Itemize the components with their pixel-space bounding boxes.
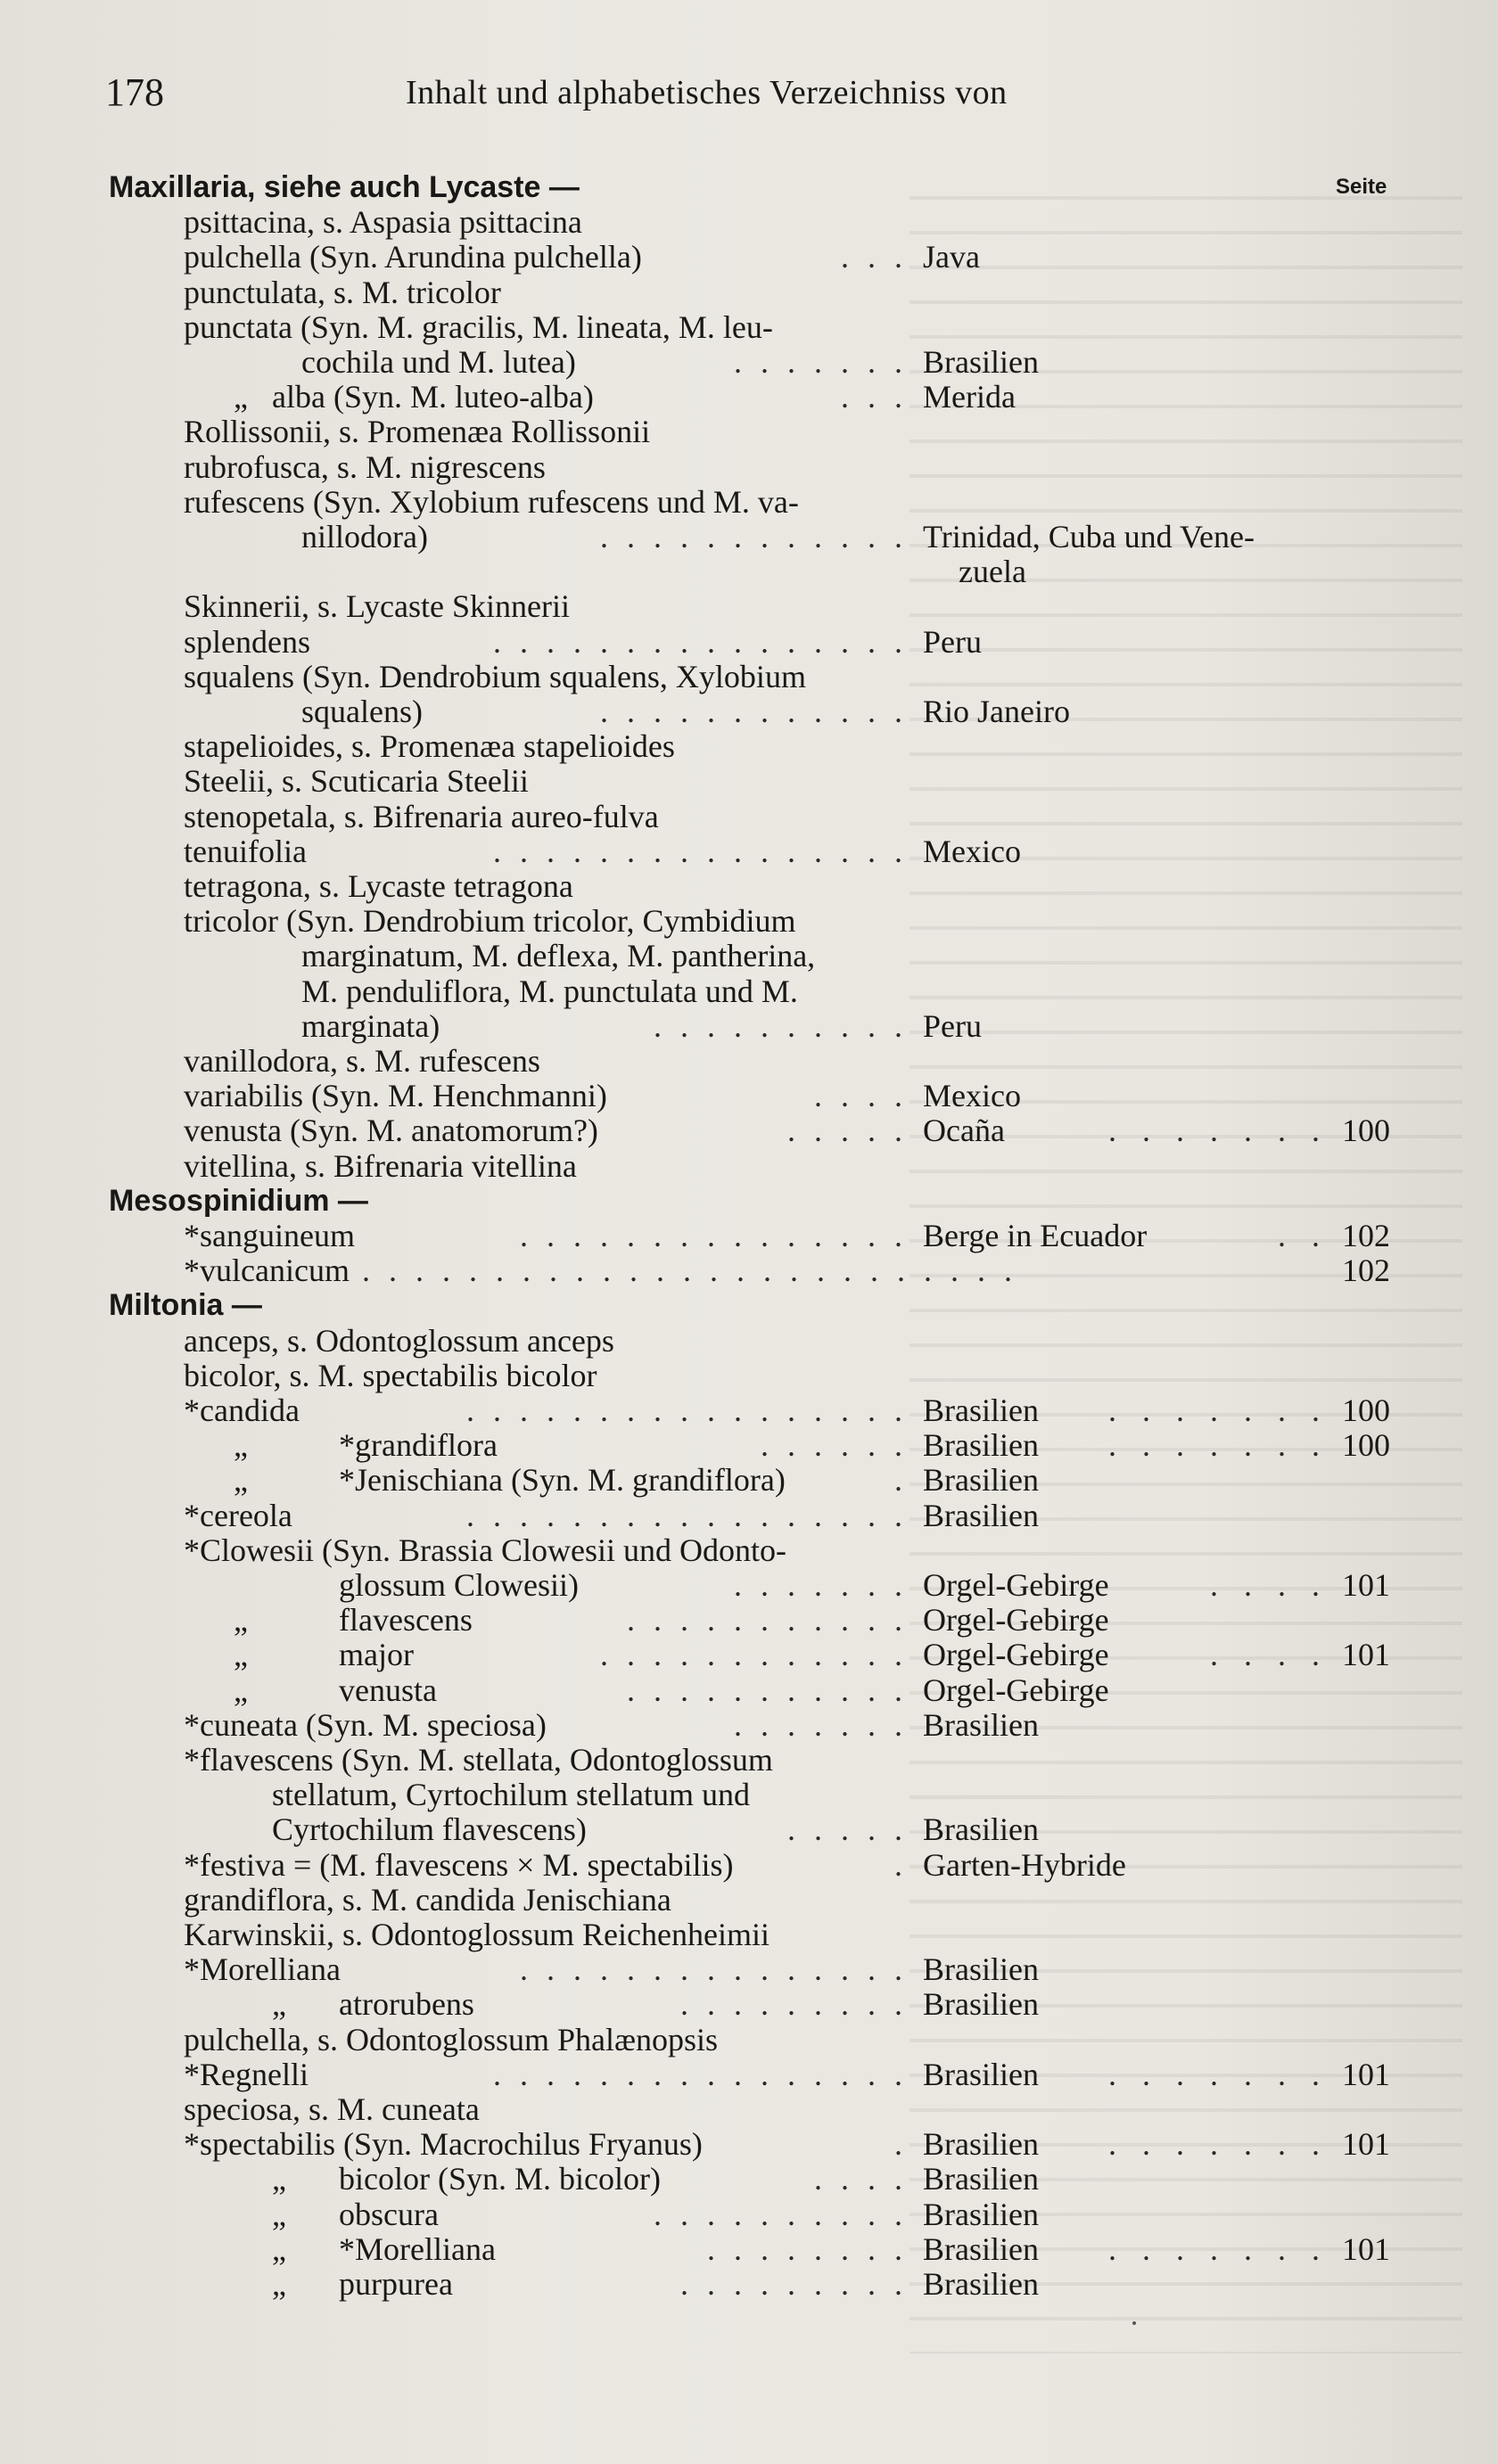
entry-text: Skinnerii, s. Lycaste Skinnerii (184, 588, 570, 624)
entry-text: tricolor (Syn. Dendrobium tricolor, Cymbidium (184, 903, 796, 939)
locality: Orgel-Gebirge (923, 1567, 1109, 1603)
dot-leader-page: . . . . . . . (1108, 2231, 1329, 2267)
index-entry-row (0, 1113, 1498, 1148)
index-entry-row (0, 1951, 1498, 1987)
locality: Peru (923, 624, 982, 660)
dot-leader: . . . . . . . . . . . . . . . (520, 1951, 908, 1987)
ditto-mark: „ (272, 1986, 286, 2022)
ditto-mark: „ (272, 2231, 286, 2267)
stray-mark (1132, 2321, 1136, 2325)
index-entry-row (0, 624, 1498, 660)
dot-leader: . . . . . . . . . (680, 2266, 908, 2302)
locality: Brasilien (923, 2161, 1039, 2197)
index-entry-row (0, 1043, 1498, 1079)
index-entry-row (0, 1462, 1498, 1498)
dot-leader-page: . . . . . . . (1108, 1427, 1329, 1463)
entry-text: stenopetala, s. Bifrenaria aureo-fulva (184, 799, 659, 834)
entry-text: tetragona, s. Lycaste tetragona (184, 868, 573, 904)
entry-text: major (339, 1637, 414, 1672)
entry-text: *Morelliana (184, 1951, 341, 1987)
entry-text: alba (Syn. M. luteo-alba) (272, 379, 594, 415)
index-entry-row (0, 588, 1498, 624)
entry-text: Karwinskii, s. Odontoglossum Reichenheimii (184, 1917, 770, 1952)
locality: Brasilien (923, 344, 1039, 380)
entry-text: vanillodora, s. M. rufescens (184, 1043, 540, 1079)
dot-leader: . . . . . (787, 1811, 908, 1847)
entry-text: stapelioides, s. Promenæa stapelioides (184, 728, 675, 764)
index-entry-row (0, 2197, 1498, 2232)
index-entry-row (0, 554, 1498, 589)
page-reference: 102 (1342, 1218, 1390, 1253)
index-entry-row (0, 309, 1498, 345)
ditto-mark: „ (272, 2266, 286, 2302)
index-entry-row (0, 868, 1498, 904)
locality: Rio Janeiro (923, 694, 1070, 729)
index-entry-row (0, 1008, 1498, 1044)
entry-text: nillodora) (301, 519, 428, 554)
dot-leader: . . . (841, 239, 908, 275)
locality: Brasilien (923, 1811, 1039, 1847)
index-entry-row (0, 1567, 1498, 1603)
dot-leader: . . . . (814, 2161, 908, 2197)
locality: Orgel-Gebirge (923, 1637, 1109, 1672)
dot-leader: . . . . . . (761, 1427, 908, 1463)
index-entry-row (0, 1672, 1498, 1708)
dot-leader: . (894, 2126, 908, 2162)
entry-text: venusta (339, 1672, 437, 1708)
locality: Mexico (923, 834, 1021, 869)
index-entry-row (0, 1882, 1498, 1918)
entry-text: venusta (Syn. M. anatomorum?) (184, 1113, 598, 1148)
dot-leader: . . . . . . . . . . . . . . . (520, 1218, 908, 1253)
entry-text: squalens (Syn. Dendrobium squalens, Xylobium (184, 659, 806, 694)
index-entry-row (0, 834, 1498, 869)
entry-text: variabilis (Syn. M. Henchmanni) (184, 1078, 607, 1113)
locality: Brasilien (923, 1392, 1039, 1428)
index-entry-row (0, 1917, 1498, 1952)
entry-text: *festiva = (M. flavescens × M. spectabilis) (184, 1847, 734, 1883)
dot-leader: . (894, 1462, 908, 1498)
index-entry-row (0, 2161, 1498, 2197)
dot-leader-page: . . . . (1210, 1567, 1329, 1603)
entry-text: flavescens (339, 1602, 473, 1638)
entry-text: *Regnelli (184, 2057, 309, 2092)
locality: Brasilien (923, 1498, 1039, 1533)
index-entry-row (0, 449, 1498, 485)
index-entry-row (0, 1323, 1498, 1359)
entry-text: M. penduliflora, M. punctulata und M. (301, 973, 798, 1009)
genus-heading-row (0, 1183, 1498, 1219)
index-entry-row (0, 728, 1498, 764)
dot-leader-page: . . . . . . . (1108, 2126, 1329, 2162)
entry-text: marginatum, M. deflexa, M. pantherina, (301, 938, 816, 973)
index-entry-row (0, 2057, 1498, 2092)
dot-leader: . . . . . . . . . . . . (600, 519, 908, 554)
locality: Orgel-Gebirge (923, 1602, 1109, 1638)
index-entry-row (0, 2231, 1498, 2267)
locality: Orgel-Gebirge (923, 1672, 1109, 1708)
entry-text: atrorubens (339, 1986, 474, 2022)
locality: Brasilien (923, 1462, 1039, 1498)
entry-text: squalens) (301, 694, 423, 729)
index-entry-row (0, 1777, 1498, 1812)
ditto-mark: „ (234, 379, 248, 415)
genus-heading: Mesospinidium — (109, 1184, 368, 1218)
dot-leader: . . . . . . . . . . . . . . . . (493, 834, 908, 869)
index-entry-row (0, 239, 1498, 275)
dot-leader: . (894, 1847, 908, 1883)
dot-leader: . . . . . . . . . . . . . . . . (493, 624, 908, 660)
dot-leader: . . . . . . . . . . . (627, 1602, 908, 1638)
dot-leader: . . . . . . . . . . (654, 2197, 908, 2232)
entry-text: *spectabilis (Syn. Macrochilus Fryanus) (184, 2126, 703, 2162)
ditto-mark: „ (272, 2161, 286, 2197)
entry-text: *sanguineum (184, 1218, 355, 1253)
index-entry-row (0, 659, 1498, 694)
entry-text: *vulcanicum (184, 1253, 350, 1288)
dot-leader: . . . (841, 379, 908, 415)
entry-text: purpurea (339, 2266, 453, 2302)
dot-leader-page: . . . . . . . (1108, 1392, 1329, 1428)
entry-text: bicolor (Syn. M. bicolor) (339, 2161, 661, 2197)
entry-text: stellatum, Cyrtochilum stellatum und (272, 1777, 750, 1812)
dot-leader-page: . . (1278, 1218, 1329, 1253)
dot-leader: . . . . . . . . . . . . . . . . (493, 2057, 908, 2092)
ditto-mark: „ (234, 1637, 248, 1672)
genus-heading: Miltonia — (109, 1288, 262, 1322)
dot-leader: . . . . . . . (734, 1567, 908, 1603)
locality: Brasilien (923, 2126, 1039, 2162)
index-entry-row (0, 1742, 1498, 1778)
ditto-mark: „ (272, 2197, 286, 2232)
index-entry-row (0, 1847, 1498, 1883)
entry-text: psittacina, s. Aspasia psittacina (184, 204, 582, 240)
index-entry-row (0, 204, 1498, 240)
index-entry-row (0, 379, 1498, 415)
locality: Ocaña (923, 1113, 1005, 1148)
dot-leader-page: . . . . (1210, 1637, 1329, 1672)
entry-text: *Clowesii (Syn. Brassia Clowesii und Odonto- (184, 1532, 786, 1568)
locality: zuela (959, 554, 1026, 589)
index-entry-row (0, 1148, 1498, 1184)
locality: Garten-Hybride (923, 1847, 1126, 1883)
locality: Java (923, 239, 980, 275)
index-entry-row (0, 973, 1498, 1009)
entry-text: *cuneata (Syn. M. speciosa) (184, 1707, 547, 1743)
locality: Merida (923, 379, 1016, 415)
index-entry-row (0, 799, 1498, 834)
index-entry-row (0, 1358, 1498, 1393)
index-entry-row (0, 1392, 1498, 1428)
entry-text: splendens (184, 624, 310, 660)
index-entry-row (0, 1498, 1498, 1533)
index-entry-row (0, 275, 1498, 310)
index-entry-row (0, 1986, 1498, 2022)
index-entry-row (0, 1078, 1498, 1113)
entry-text: pulchella (Syn. Arundina pulchella) (184, 239, 642, 275)
locality: Brasilien (923, 2057, 1039, 2092)
entry-text: cochila und M. lutea) (301, 344, 576, 380)
index-entry-row (0, 414, 1498, 449)
running-head: Inhalt und alphabetisches Verzeichniss von (406, 74, 1008, 111)
dot-leader-page: . . . . . . . (1108, 2057, 1329, 2092)
index-entry-row (0, 1707, 1498, 1743)
dot-leader: . . . . . . . (734, 1707, 908, 1743)
entry-text: vitellina, s. Bifrenaria vitellina (184, 1148, 577, 1184)
index-entry-row (0, 903, 1498, 939)
ditto-mark: „ (234, 1602, 248, 1638)
locality: Brasilien (923, 1427, 1039, 1463)
dot-leader: . . . . . . . . . . . . . . . . . (466, 1392, 908, 1428)
dot-leader: . . . . . . . . . (680, 1986, 908, 2022)
locality: Brasilien (923, 2197, 1039, 2232)
index-entry-row (0, 1532, 1498, 1568)
page-reference: 101 (1342, 1567, 1390, 1603)
entry-text: *Morelliana (339, 2231, 496, 2267)
dot-leader: . . . . (814, 1078, 908, 1113)
entry-text: punctata (Syn. M. gracilis, M. lineata, M. leu- (184, 309, 773, 345)
locality: Brasilien (923, 2266, 1039, 2302)
locality: Brasilien (923, 1707, 1039, 1743)
dot-leader: . . . . . . . . . . . . . . . . . (466, 1498, 908, 1533)
locality: Brasilien (923, 2231, 1039, 2267)
locality: Peru (923, 1008, 982, 1044)
index-entry-row (0, 1811, 1498, 1847)
index-entry-row (0, 2091, 1498, 2127)
page-reference: 100 (1342, 1427, 1390, 1463)
entry-text: speciosa, s. M. cuneata (184, 2091, 480, 2127)
page-reference: 101 (1342, 2057, 1390, 2092)
dot-leader: . . . . . (787, 1113, 908, 1148)
index-entry-row (0, 519, 1498, 554)
entry-text: tenuifolia (184, 834, 307, 869)
genus-heading: Maxillaria, siehe auch Lycaste — (109, 170, 580, 204)
ditto-mark: „ (234, 1672, 248, 1708)
page-column-label: Seite (1336, 175, 1387, 199)
index-entry-row (0, 2126, 1498, 2162)
locality: Berge in Ecuador (923, 1218, 1148, 1253)
entry-text: *grandiflora (339, 1427, 498, 1463)
locality: Mexico (923, 1078, 1021, 1113)
entry-text: rubrofusca, s. M. nigrescens (184, 449, 546, 485)
dot-leader: . . . . . . . . . . . . (600, 694, 908, 729)
index-entry-row (0, 694, 1498, 729)
entry-text: grandiflora, s. M. candida Jenischiana (184, 1882, 671, 1918)
index-entry-row (0, 1218, 1498, 1253)
dot-leader: . . . . . . . . . . . (627, 1672, 908, 1708)
dot-leader: . . . . . . . . . . (654, 1008, 908, 1044)
entry-text: Cyrtochilum flavescens) (272, 1811, 587, 1847)
entry-text: bicolor, s. M. spectabilis bicolor (184, 1358, 597, 1393)
page-reference: 101 (1342, 2231, 1390, 2267)
locality: Brasilien (923, 1986, 1039, 2022)
dot-leader-page: . . . . . . . (1108, 1113, 1329, 1148)
index-entry-row (0, 2266, 1498, 2302)
dot-leader: . . . . . . . (734, 344, 908, 380)
page-reference: 101 (1342, 2126, 1390, 2162)
page-header (0, 70, 1498, 123)
entry-text: marginata) (301, 1008, 440, 1044)
page-reference: 101 (1342, 1637, 1390, 1672)
page-number: 178 (105, 70, 164, 114)
page-reference: 102 (1342, 1253, 1390, 1288)
entry-text: punctulata, s. M. tricolor (184, 275, 501, 310)
entry-text: anceps, s. Odontoglossum anceps (184, 1323, 614, 1359)
index-entry-row (0, 1602, 1498, 1638)
index-entry-row (0, 763, 1498, 799)
dot-leader: . . . . . . . . (707, 2231, 908, 2267)
entry-text: rufescens (Syn. Xylobium rufescens und M. va- (184, 484, 799, 520)
index-entry-row (0, 484, 1498, 520)
index-entry-row (0, 2022, 1498, 2057)
locality: Trinidad, Cuba und Vene- (923, 519, 1255, 554)
entry-text: *candida (184, 1392, 300, 1428)
index-entry-row (0, 1637, 1498, 1672)
entry-text: Rollissonii, s. Promenæa Rollissonii (184, 414, 651, 449)
entry-text: *flavescens (Syn. M. stellata, Odontoglossum (184, 1742, 773, 1778)
ditto-mark: „ (234, 1462, 248, 1498)
entry-text: glossum Clowesii) (339, 1567, 580, 1603)
entry-text: obscura (339, 2197, 439, 2232)
page-reference: 100 (1342, 1113, 1390, 1148)
index-entry-row (0, 938, 1498, 973)
entry-text: pulchella, s. Odontoglossum Phalænopsis (184, 2022, 719, 2057)
dot-leader: . . . . . . . . . . . . (600, 1637, 908, 1672)
index-entry-row (0, 344, 1498, 380)
genus-heading-row (0, 169, 1498, 205)
locality: Brasilien (923, 1951, 1039, 1987)
entry-text: *Jenischiana (Syn. M. grandiflora) (339, 1462, 786, 1498)
entry-text: Steelii, s. Scuticaria Steelii (184, 763, 529, 799)
ditto-mark: „ (234, 1427, 248, 1463)
genus-heading-row (0, 1287, 1498, 1323)
page-reference: 100 (1342, 1392, 1390, 1428)
entry-text: *cereola (184, 1498, 292, 1533)
index-entry-row (0, 1427, 1498, 1463)
dot-leader: . . . . . . . . . . . . . . . . . . . . . . . . . (362, 1253, 1017, 1288)
index-entry-row (0, 1253, 1498, 1288)
